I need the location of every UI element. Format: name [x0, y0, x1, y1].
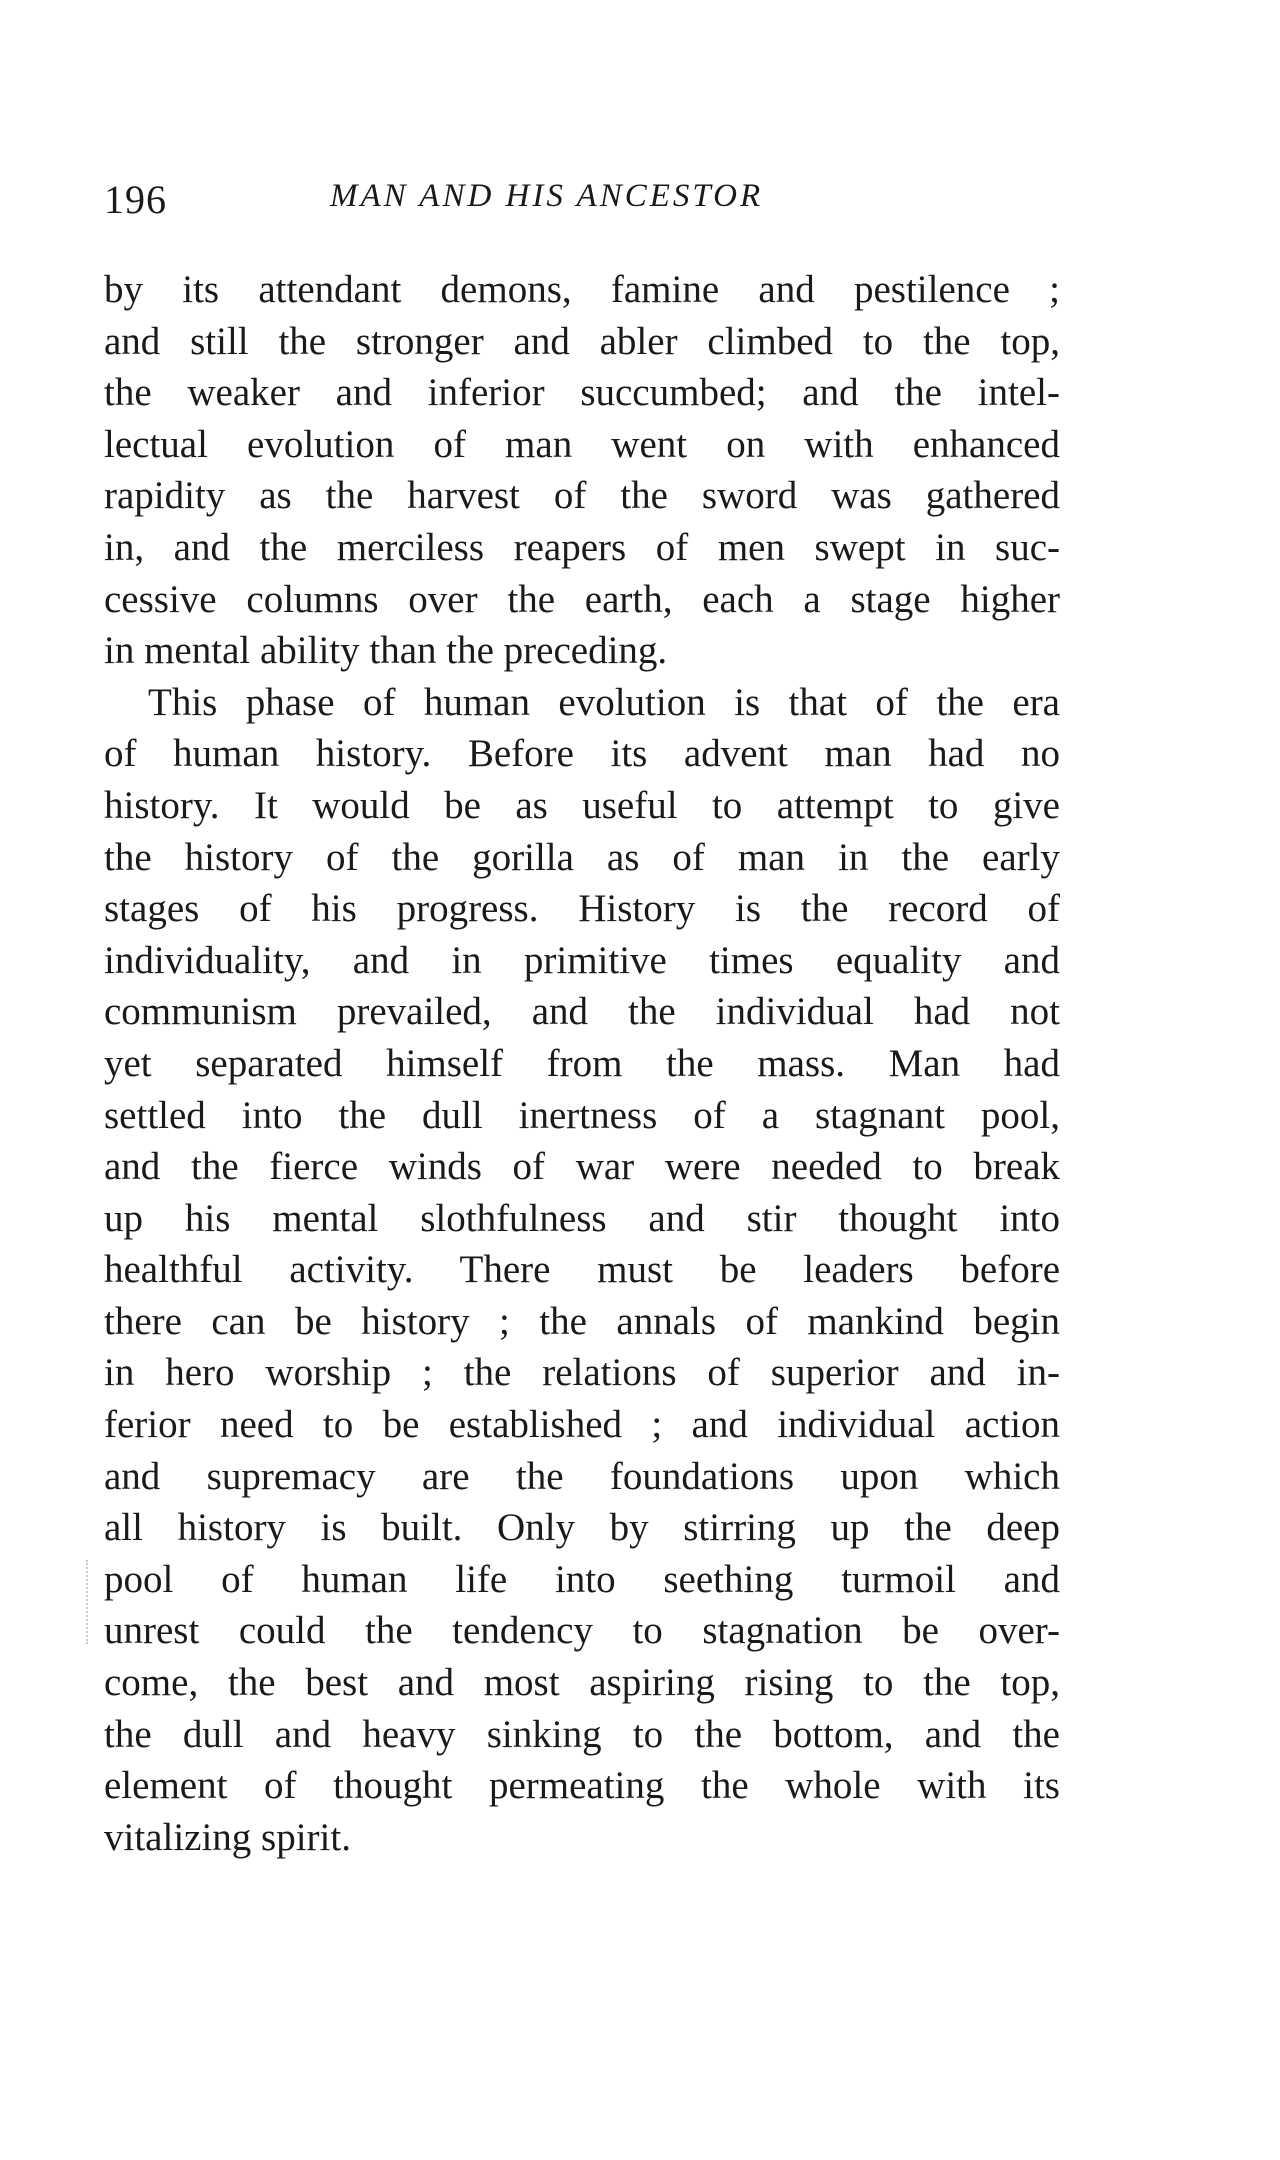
text-line: element of thought permeating the whole with its	[104, 1764, 1060, 1808]
text-line: come, the best and most aspiring rising to the top,	[104, 1661, 1060, 1705]
text-line: in mental ability than the preceding.	[104, 629, 668, 673]
text-line: rapidity as the harvest of the sword was gathered	[104, 474, 1060, 518]
running-head: MAN AND HIS ANCESTOR	[330, 178, 764, 214]
text-line: up his mental slothfulness and stir thought into	[104, 1196, 1060, 1240]
text-line: This phase of human evolution is that of the era	[148, 680, 1060, 724]
page-header	[104, 176, 1064, 236]
text-line: the dull and heavy sinking to the bottom, and the	[104, 1712, 1060, 1756]
text-line: of human history. Before its advent man had no	[104, 732, 1060, 776]
text-line: healthful activity. There must be leaders before	[104, 1248, 1060, 1292]
margin-binding-mark	[86, 1560, 96, 1644]
text-line: the history of the gorilla as of man in the early	[104, 835, 1060, 879]
text-line: cessive columns over the earth, each a stage higher	[104, 577, 1060, 621]
text-line: there can be history ; the annals of mankind begin	[104, 1299, 1060, 1343]
page-number: 196	[104, 177, 167, 222]
text-line: the weaker and inferior succumbed; and the intel-	[104, 371, 1060, 415]
text-line: unrest could the tendency to stagnation be over-	[104, 1609, 1060, 1653]
text-line: in hero worship ; the relations of superior and in-	[104, 1351, 1060, 1395]
text-line: in, and the merciless reapers of men swept in suc-	[104, 525, 1060, 569]
text-line: communism prevailed, and the individual had not	[104, 990, 1060, 1034]
body-text	[104, 264, 1060, 1863]
text-line: all history is built. Only by stirring up the deep	[104, 1506, 1060, 1550]
text-line: settled into the dull inertness of a stagnant pool,	[104, 1093, 1060, 1137]
text-line: ferior need to be established ; and individual action	[104, 1403, 1060, 1447]
text-line: and supremacy are the foundations upon which	[104, 1454, 1060, 1498]
text-line: and the fierce winds of war were needed to break	[104, 1145, 1060, 1189]
text-line: and still the stronger and abler climbed to the top,	[104, 319, 1060, 363]
text-line: vitalizing spirit.	[104, 1815, 351, 1859]
text-line: yet separated himself from the mass. Man had	[104, 1041, 1060, 1085]
text-line: by its attendant demons, famine and pestilence ;	[104, 268, 1060, 311]
text-line: history. It would be as useful to attempt to give	[104, 783, 1060, 827]
text-line: lectual evolution of man went on with enhanced	[104, 422, 1060, 466]
text-line: individuality, and in primitive times equality and	[104, 938, 1060, 982]
text-line: pool of human life into seething turmoil and	[104, 1557, 1060, 1601]
text-line: stages of his progress. History is the record of	[104, 887, 1060, 931]
